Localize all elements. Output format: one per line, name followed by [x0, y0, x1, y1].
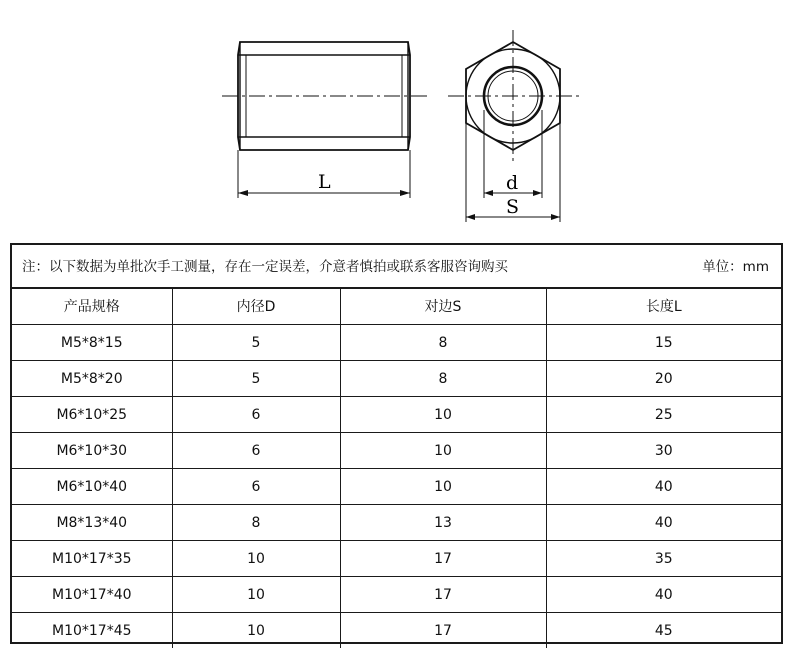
cell-inner-diameter: 10	[172, 541, 340, 577]
header-spec: 产品规格	[12, 287, 172, 325]
cell-spec: M6*10*25	[12, 397, 172, 433]
cell-spec: M5*8*15	[12, 325, 172, 361]
unit-label: 单位：mm	[702, 259, 769, 275]
cell-across-flats: 10	[340, 433, 546, 469]
cell-across-flats: 17	[340, 541, 546, 577]
dimension-table	[12, 287, 781, 648]
cell-spec: M6*10*30	[12, 433, 172, 469]
cell-length: 30	[546, 433, 781, 469]
cell-across-flats: 17	[340, 613, 546, 649]
table-row	[12, 433, 781, 469]
note-row	[12, 245, 781, 289]
cell-spec: M10*17*45	[12, 613, 172, 649]
cell-spec: M10*17*40	[12, 577, 172, 613]
cell-length: 45	[546, 613, 781, 649]
table-header-row	[12, 287, 781, 325]
cell-length: 40	[546, 469, 781, 505]
cell-across-flats: 10	[340, 469, 546, 505]
cell-inner-diameter: 10	[172, 613, 340, 649]
across-flats-label: S	[506, 196, 520, 218]
cell-spec: M10*17*35	[12, 541, 172, 577]
measurement-note: 注：以下数据为单批次手工测量，存在一定误差，介意者慎拍或联系客服咨询购买	[22, 259, 508, 275]
table-row	[12, 613, 781, 649]
cell-spec: M6*10*40	[12, 469, 172, 505]
table-row	[12, 469, 781, 505]
header-across-flats: 对边S	[340, 287, 546, 325]
cell-length: 15	[546, 325, 781, 361]
cell-length: 20	[546, 361, 781, 397]
table-row	[12, 505, 781, 541]
table-row	[12, 541, 781, 577]
cell-across-flats: 13	[340, 505, 546, 541]
inner-diameter-label: d	[506, 172, 519, 194]
cell-length: 35	[546, 541, 781, 577]
cell-inner-diameter: 8	[172, 505, 340, 541]
table-row	[12, 397, 781, 433]
cell-inner-diameter: 6	[172, 397, 340, 433]
table-row	[12, 577, 781, 613]
table-row	[12, 325, 781, 361]
cell-spec: M8*13*40	[12, 505, 172, 541]
cell-across-flats: 8	[340, 361, 546, 397]
cell-inner-diameter: 10	[172, 577, 340, 613]
technical-drawing	[0, 0, 800, 235]
cell-length: 25	[546, 397, 781, 433]
header-length: 长度L	[546, 287, 781, 325]
cell-length: 40	[546, 577, 781, 613]
cell-length: 40	[546, 505, 781, 541]
header-inner-diameter: 内径D	[172, 287, 340, 325]
spec-table	[10, 243, 783, 644]
cell-across-flats: 17	[340, 577, 546, 613]
cell-across-flats: 10	[340, 397, 546, 433]
cell-spec: M5*8*20	[12, 361, 172, 397]
table-row	[12, 361, 781, 397]
cell-inner-diameter: 5	[172, 325, 340, 361]
cell-inner-diameter: 6	[172, 433, 340, 469]
cell-across-flats: 8	[340, 325, 546, 361]
cell-inner-diameter: 5	[172, 361, 340, 397]
cell-inner-diameter: 6	[172, 469, 340, 505]
length-label: L	[318, 171, 331, 193]
